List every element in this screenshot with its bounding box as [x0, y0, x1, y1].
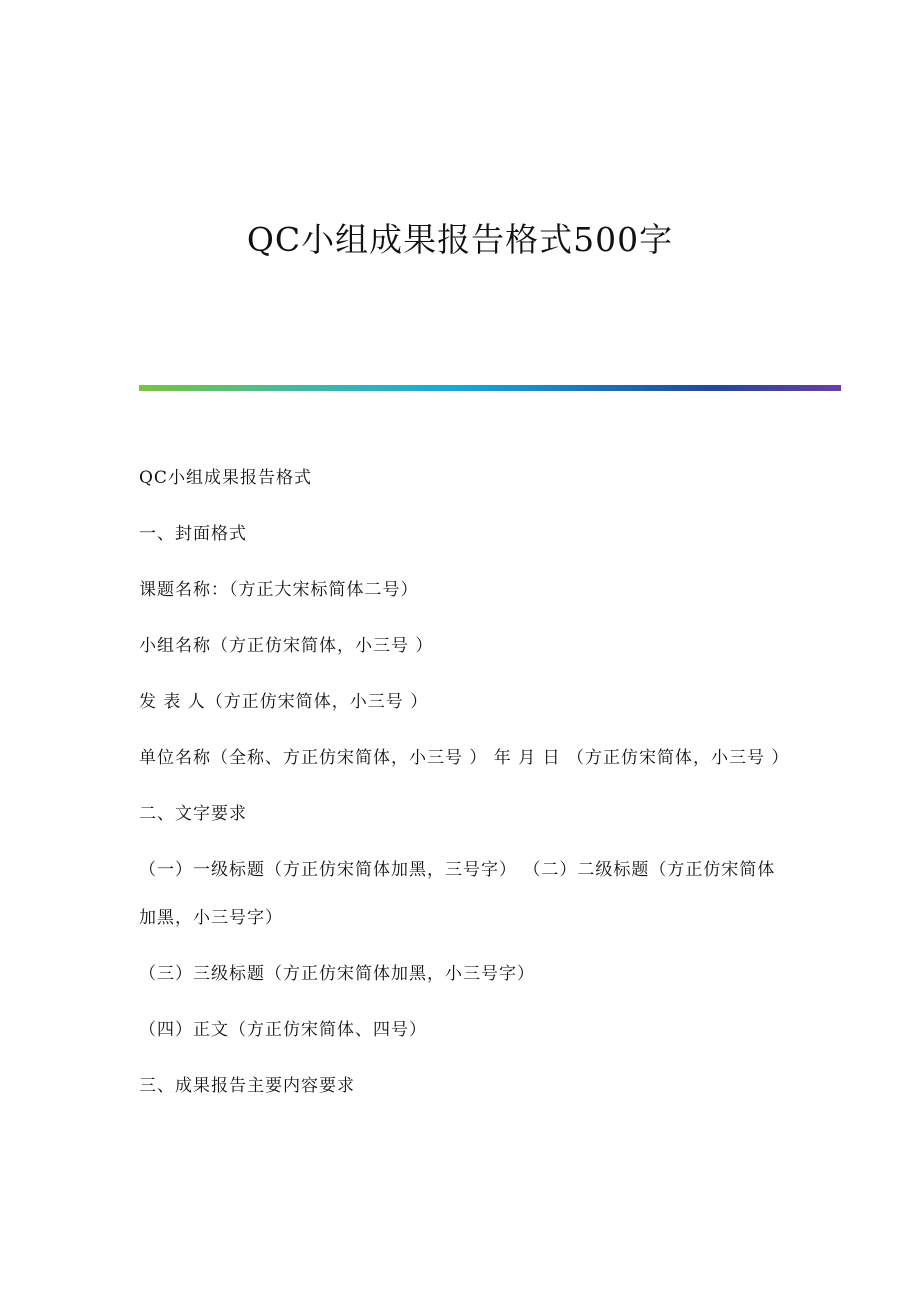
paragraph-heading: QC小组成果报告格式: [139, 468, 312, 488]
paragraph-unit-name: 单位名称（全称、方正仿宋简体，小三号 ） 年 月 日 （方正仿宋简体，小三号 ）: [139, 748, 790, 768]
gradient-divider: [139, 385, 841, 391]
paragraph-section-content: 三、成果报告主要内容要求: [139, 1076, 355, 1096]
paragraph-body-text: （四）正文（方正仿宋简体、四号）: [139, 1020, 427, 1040]
document-title: QC小组成果报告格式500字: [246, 220, 674, 259]
document-body: [139, 466, 790, 1130]
paragraph-presenter: 发 表 人（方正仿宋简体，小三号 ）: [139, 692, 429, 712]
paragraph-section-cover: 一、封面格式: [139, 524, 247, 544]
paragraph-topic-name: 课题名称：（方正大宋标简体二号）: [139, 580, 419, 600]
paragraph-group-name: 小组名称（方正仿宋简体，小三号 ）: [139, 636, 434, 656]
paragraph-level-three: （三）三级标题（方正仿宋简体加黑，小三号字）: [139, 964, 535, 984]
paragraph-section-text: 二、文字要求: [139, 804, 247, 824]
paragraph-heading-levels: （一）一级标题（方正仿宋简体加黑，三号字） （二）二级标题（方正仿宋简体加黑，小三号字）: [139, 860, 776, 928]
